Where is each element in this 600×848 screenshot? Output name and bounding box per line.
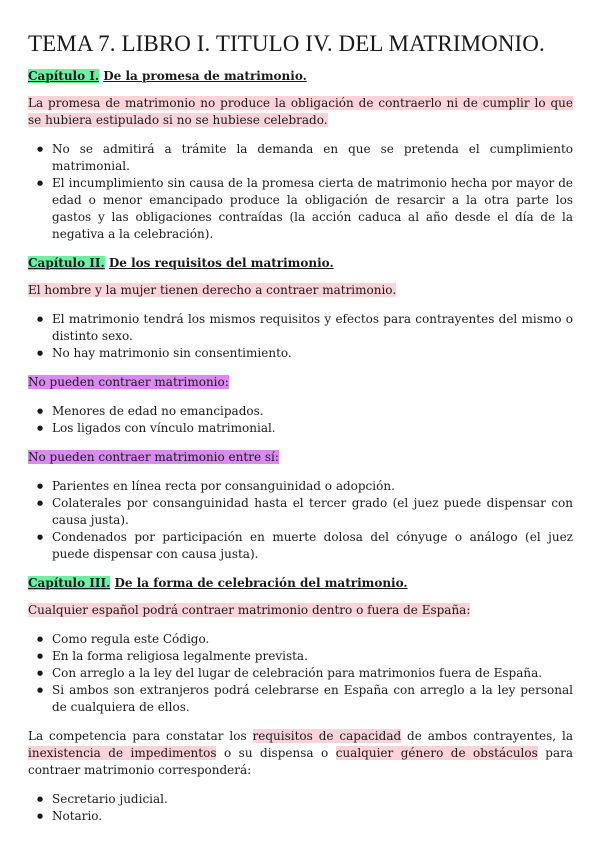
chapter-2-list — [28, 311, 573, 362]
chapter-3-intro: Cualquier español podrá contraer matrimonio dentro o fuera de España: — [28, 603, 471, 617]
highlight-obstaculos: cualquier género de obstáculos — [335, 746, 538, 760]
highlight-impedimentos: inexistencia de impedimentos — [28, 746, 217, 760]
chapter-3-heading — [28, 575, 573, 592]
list-item: ● Si ambos son extranjeros podrá celebrarse en España con arreglo a la ley personal de cualquiera de ellos. — [52, 682, 573, 716]
list-item: ● No hay matrimonio sin consentimiento. — [52, 345, 573, 362]
list-item: ● Colaterales por consanguinidad hasta el tercer grado (el juez puede dispensar con causa justa). — [52, 495, 573, 529]
chapter-1-heading — [28, 68, 573, 85]
chapter-2-intro: El hombre y la mujer tienen derecho a contraer matrimonio. — [28, 283, 397, 297]
competencia-list — [28, 791, 573, 825]
list-item: ● Notario. — [52, 808, 573, 825]
no-pueden-entre-heading: No pueden contraer matrimonio entre sí: — [28, 450, 279, 464]
chapter-1-title: De la promesa de matrimonio. — [103, 69, 307, 83]
chapter-3-label: Capítulo III. — [28, 576, 111, 590]
list-item: ● No se admitirá a trámite la demanda en que se pretenda el cumplimiento matrimonial. — [52, 141, 573, 175]
chapter-1-intro: La promesa de matrimonio no produce la obligación de contraerlo ni de cumplir lo que se hubiera estipulado si no se hubiese celebrado. — [28, 96, 573, 127]
chapter-3-list — [28, 631, 573, 716]
list-item: ● Condenados por participación en muerte dolosa del cónyuge o análogo (el juez puede dispensar con causa justa). — [52, 529, 573, 563]
no-pueden-list — [28, 403, 573, 437]
list-item: ● Parientes en línea recta por consanguinidad o adopción. — [52, 478, 573, 495]
competencia-paragraph: La competencia para constatar los requisitos de capacidad de ambos contrayentes, la inexistencia de impedimentos o su dispensa o cualquier género de obstáculos para contraer matrimonio corresponderá: — [28, 729, 573, 777]
list-item: ● Los ligados con vínculo matrimonial. — [52, 420, 573, 437]
chapter-1-label: Capítulo I. — [28, 69, 100, 83]
list-item: ● El incumplimiento sin causa de la promesa cierta de matrimonio hecha por mayor de edad o menor emancipado produce la obligación de resarcir a la otra parte los gastos y las obligaciones contraídas (la acción caduca al año desde el día de la negativa a la celebración). — [52, 175, 573, 243]
list-item: ● Como regula este Código. — [52, 631, 573, 648]
list-item: ● Con arreglo a la ley del lugar de celebración para matrimonios fuera de España. — [52, 665, 573, 682]
page-title: TEMA 7. LIBRO I. TITULO IV. DEL MATRIMONIO. — [28, 31, 545, 56]
chapter-2-label: Capítulo II. — [28, 256, 105, 270]
list-item: ● El matrimonio tendrá los mismos requisitos y efectos para contrayentes del mismo o distinto sexo. — [52, 311, 573, 345]
chapter-1-list — [28, 141, 573, 243]
chapter-3-title: De la forma de celebración del matrimonio. — [114, 576, 408, 590]
list-item: ● Menores de edad no emancipados. — [52, 403, 573, 420]
highlight-requisitos: requisitos de capacidad — [252, 729, 402, 743]
list-item: ● Secretario judicial. — [52, 791, 573, 808]
no-pueden-entre-list — [28, 478, 573, 563]
no-pueden-heading: No pueden contraer matrimonio: — [28, 375, 229, 389]
document-page — [28, 30, 573, 837]
chapter-2-title: De los requisitos del matrimonio. — [108, 256, 334, 270]
list-item: ● En la forma religiosa legalmente prevista. — [52, 648, 573, 665]
chapter-2-heading — [28, 255, 573, 272]
